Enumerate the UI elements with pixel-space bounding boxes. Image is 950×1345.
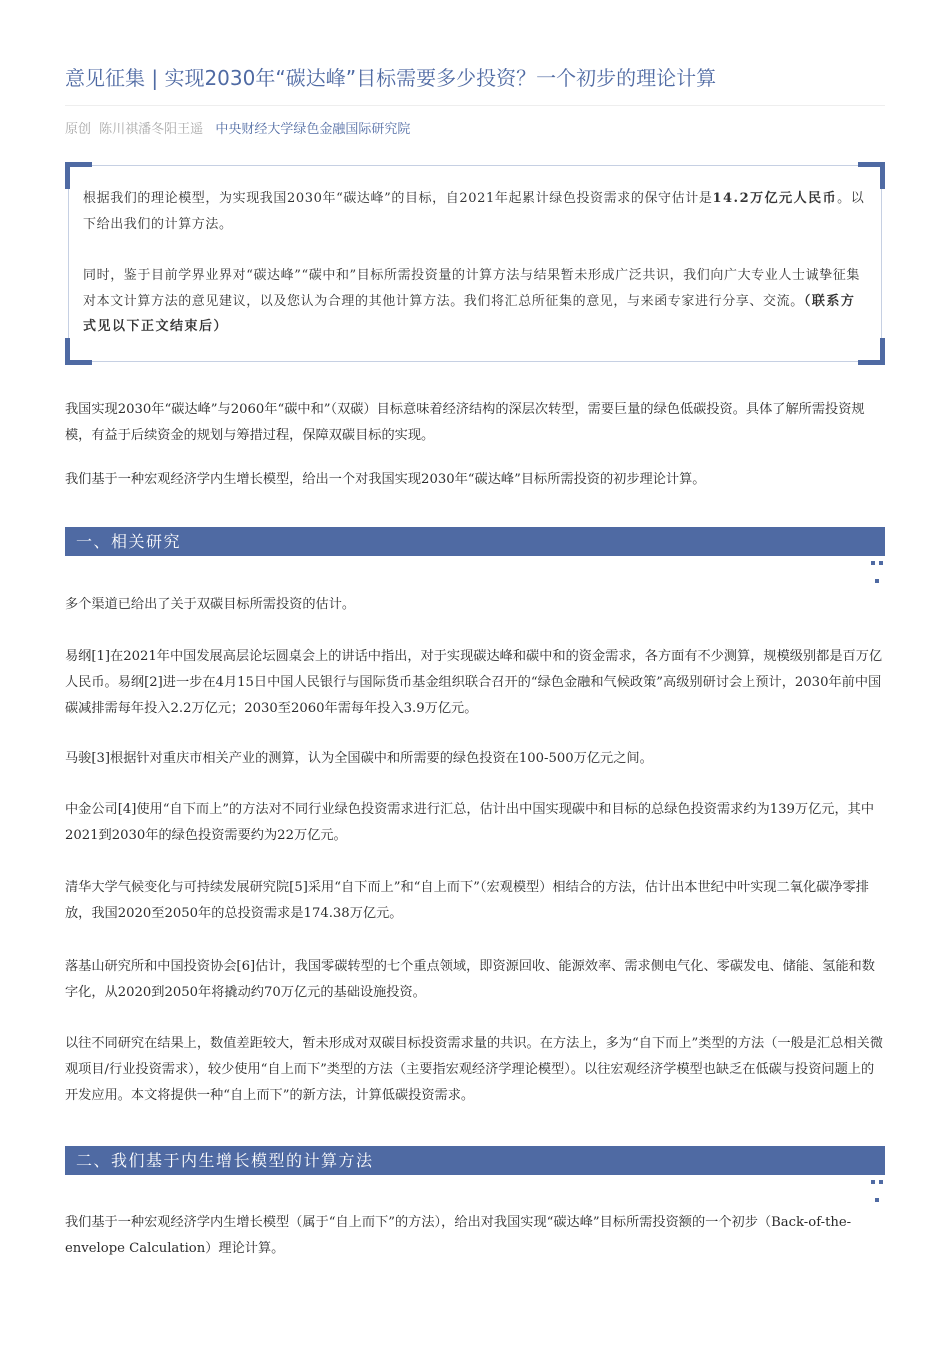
corner-bracket-icon xyxy=(65,338,92,365)
body-paragraph: 落基山研究所和中国投资协会[6]估计，我国零碳转型的七个重点领域，即资源回收、能源效率、需求侧电气化、零碳发电、储能、氢能和数字化，从2020到2050年将撬动约70万亿元的基础设施投资。 xyxy=(65,959,875,1000)
original-label: 原创 xyxy=(65,122,92,137)
body-paragraph: 我们基于一种宏观经济学内生增长模型（属于“自上而下”的方法），给出对我国实现“碳达峰”目标所需投资额的一个初步（Back-of-the-envelope Calculation）理论计算。 xyxy=(65,1215,852,1256)
notice-paragraph xyxy=(83,263,865,340)
body-paragraph: 易纲[1]在2021年中国发展高层论坛圆桌会上的讲话中指出，对于实现碳达峰和碳中和的资金需求，各方面有不少测算，规模级别都是百万亿人民币。易纲[2]进一步在4月15日中国人民银行与国际货币基金组织联合召开的“绿色金融和气候政策”高级别研讨会上预计，2030年前中国碳减排需每年投入2.2万亿元；2030至2060年需每年投入3.9万亿元。 xyxy=(65,649,883,716)
body-paragraph: 以往不同研究在结果上，数值差距较大，暂未形成对双碳目标投资需求量的共识。在方法上，多为“自下而上”类型的方法（一般是汇总相关微观项目/行业投资需求），较少使用“自上而下”类型的方法（主要指宏观经济学理论模型）。以往宏观经济学模型也缺乏在低碳与投资问题上的开发应用。本文将提供一种“自上而下”的新方法，计算低碳投资需求。 xyxy=(65,1036,883,1103)
body-paragraph: 清华大学气候变化与可持续发展研究院[5]采用“自下而上”和“自上而下”（宏观模型）相结合的方法，估计出本世纪中叶实现二氧化碳净零排放，我国2020至2050年的总投资需求是174.38万亿元。 xyxy=(65,880,869,921)
body-paragraph: 中金公司[4]使用“自下而上”的方法对不同行业绿色投资需求进行汇总，估计出中国实现碳中和目标的总绿色投资需求约为139万亿元，其中2021到2030年的绿色投资需要约为22万亿元。 xyxy=(65,802,875,843)
section-heading: 一、相关研究 xyxy=(65,527,885,556)
institution-link[interactable]: 中央财经大学绿色金融国际研究院 xyxy=(215,122,411,137)
title-divider xyxy=(65,105,885,106)
article-title: 意见征集 | 实现2030年“碳达峰”目标需要多少投资？一个初步的理论计算 xyxy=(65,66,717,90)
article-meta xyxy=(65,121,410,139)
section-heading: 二、我们基于内生增长模型的计算方法 xyxy=(65,1146,885,1175)
intro-paragraph: 我们基于一种宏观经济学内生增长模型，给出一个对我国实现2030年“碳达峰”目标所需投资的初步理论计算。 xyxy=(65,472,706,487)
notice-highlight: 14.2万亿元人民币 xyxy=(712,191,838,206)
body-paragraph: 多个渠道已给出了关于双碳目标所需投资的估计。 xyxy=(65,597,356,612)
notice-text: 同时，鉴于目前学界业界对“碳达峰”“碳中和”目标所需投资量的计算方法与结果暂未形成广泛共识，我们向广大专业人士诚挚征集对本文计算方法的意见建议，以及您认为合理的其他计算方法。我们将汇总所征集的意见，与来函专家进行分享、交流。 xyxy=(83,268,860,309)
intro-paragraph: 我国实现2030年“碳达峰”与2060年“碳中和”（双碳）目标意味着经济结构的深层次转型，需要巨量的绿色低碳投资。具体了解所需投资规模，有益于后续资金的规划与筹措过程，保障双碳目标的实现。 xyxy=(65,402,865,443)
notice-highlight: （联系方式见以下正文结束后） xyxy=(83,293,856,334)
notice-paragraph xyxy=(83,186,865,237)
corner-bracket-icon xyxy=(858,338,885,365)
corner-bracket-icon xyxy=(858,162,885,189)
corner-bracket-icon xyxy=(65,162,92,189)
decorative-dots-icon xyxy=(871,1162,883,1192)
decorative-dots-icon xyxy=(871,543,883,573)
body-paragraph: 马骏[3]根据针对重庆市相关产业的测算，认为全国碳中和所需要的绿色投资在100-500万亿元之间。 xyxy=(65,751,653,766)
notice-box xyxy=(68,165,882,362)
authors: 陈川祺潘冬阳王遥 xyxy=(99,122,204,137)
notice-text: 。以下给出我们的计算方法。 xyxy=(83,191,865,232)
notice-text: 根据我们的理论模型，为实现我国2030年“碳达峰”的目标，自2021年起累计绿色投资需求的保守估计是 xyxy=(83,191,713,206)
